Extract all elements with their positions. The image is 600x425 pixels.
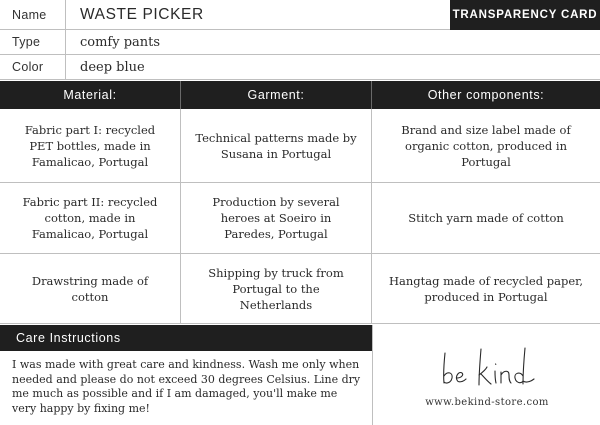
column-header-other-components: Other components: [427, 88, 545, 102]
column-header-garment: Garment: [181, 81, 372, 109]
color-value: deep blue [80, 59, 145, 75]
brand-box [372, 325, 600, 425]
type-label: Type [0, 30, 66, 54]
brand-website[interactable]: www.bekind-store.com [425, 397, 549, 408]
grid-row [0, 183, 600, 254]
name-row [0, 0, 600, 30]
grid-cell: Fabric part II: recycled cotton, made in Famalicao, Portugal [0, 183, 181, 253]
grid-cell: Stitch yarn made of cotton [408, 211, 564, 225]
care-instructions-heading: Care Instructions [0, 325, 372, 351]
column-headers [0, 81, 600, 109]
grid-row [0, 109, 600, 183]
type-row [0, 30, 600, 55]
grid-cell: Technical patterns made by Susana in Portugal [181, 109, 372, 182]
components-grid [0, 109, 600, 324]
type-value: comfy pants [80, 34, 161, 50]
transparency-card-tag: TRANSPARENCY CARD [450, 0, 600, 30]
name-label: Name [0, 0, 66, 29]
grid-cell: Fabric part I: recycled PET bottles, made in Famalicao, Portugal [0, 109, 181, 182]
grid-cell: Hangtag made of recycled paper, produced in Portugal [388, 273, 584, 304]
grid-cell: Drawstring made of cotton [0, 254, 181, 323]
column-header-material: Material: [0, 81, 181, 109]
care-instructions-text: I was made with great care and kindness. Wash me only when needed and please do not exceed 30 degrees Celsius. Line dry me much as possible and if I am damaged, you'll make me very happy by fixing me! [12, 358, 361, 415]
grid-cell: Production by several heroes at Soeiro in Paredes, Portugal [181, 183, 372, 253]
product-name: WASTE PICKER [80, 5, 204, 23]
grid-cell: Brand and size label made of organic cotton, produced in Portugal [401, 122, 571, 169]
grid-cell: Shipping by truck from Portugal to the Netherlands [181, 254, 372, 323]
be-kind-logo [439, 345, 539, 391]
color-row [0, 55, 600, 80]
grid-row [0, 254, 600, 324]
color-label: Color [0, 55, 66, 79]
